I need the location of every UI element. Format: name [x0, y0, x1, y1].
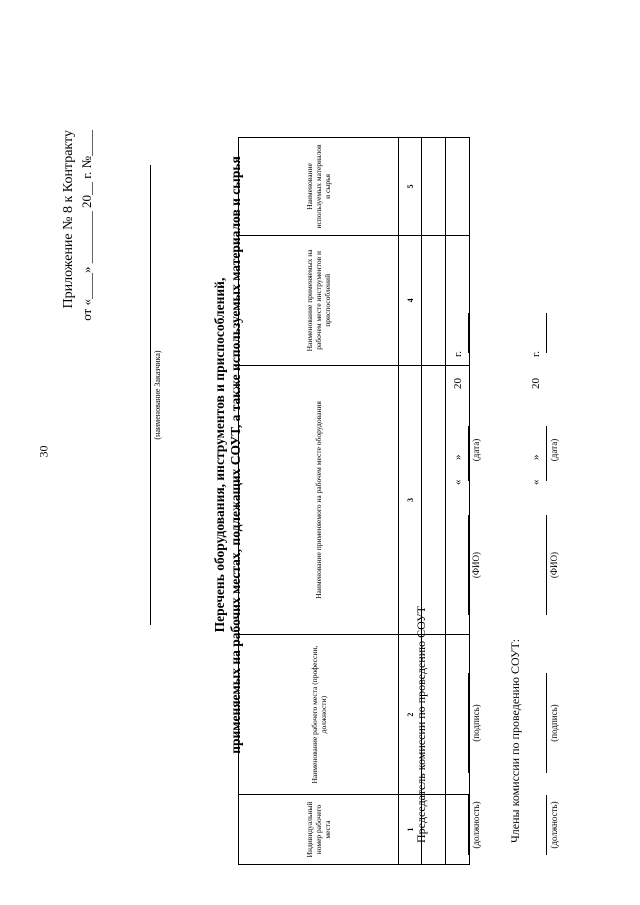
year-line: [468, 313, 469, 353]
caption-name: (ФИО): [549, 551, 559, 579]
date-line: [468, 426, 469, 481]
appendix-date-number: от «____» ________ 20__ г. №____: [79, 130, 94, 321]
caption-position: (должность): [549, 801, 559, 849]
date-open-quote: «: [452, 479, 464, 485]
year-prefix: 20: [452, 378, 464, 389]
column-number: 1: [399, 795, 422, 865]
equipment-table: [238, 137, 470, 865]
date-line: [546, 426, 547, 481]
year-suffix: г.: [452, 350, 464, 357]
column-number: 3: [399, 365, 422, 635]
column-number: 5: [399, 138, 422, 236]
table-cell: [446, 365, 470, 635]
table-cell: [422, 138, 446, 236]
caption-date: (дата): [549, 438, 559, 462]
title-line-1: Перечень оборудования, инструментов и приспособлений,: [212, 277, 227, 633]
chairman-label: Председатель комиссии по проведению СОУТ: [414, 606, 428, 843]
table-header-row: [239, 138, 399, 865]
signature-line: [468, 673, 469, 773]
year-line: [546, 313, 547, 353]
table-cell: [446, 635, 470, 795]
page-number: 30: [36, 445, 51, 458]
position-line: [468, 795, 469, 855]
header-cell: Индивидуальный номер рабочего места: [239, 795, 399, 865]
caption-signature: (подпись): [549, 704, 559, 742]
title-line-2: применяемых на рабочих местах, подлежащих СОУТ, а также используемых материалов и сырья: [228, 156, 243, 754]
column-number: 4: [399, 235, 422, 365]
header-cell: Наименование рабочего места (профессии, должности): [239, 635, 399, 795]
signature-line: [546, 673, 547, 773]
date-close-quote: »: [530, 454, 542, 460]
header-cell: Наименование применяемого на рабочем месте оборудования: [239, 365, 399, 635]
table-row: [446, 138, 470, 865]
table-cell: [422, 235, 446, 365]
appendix-header: [60, 130, 96, 321]
year-prefix: 20: [530, 378, 542, 389]
column-number: 2: [399, 635, 422, 795]
caption-date: (дата): [471, 438, 481, 462]
year-suffix: г.: [530, 350, 542, 357]
table-cell: [422, 365, 446, 635]
table-cell: [446, 795, 470, 865]
header-cell: Наименование применяемых на рабочем месте инструментов и приспособлений: [239, 235, 399, 365]
name-line: [468, 515, 469, 615]
caption-position: (должность): [471, 801, 481, 849]
header-cell: Наименование используемых материалов и сырья: [239, 138, 399, 236]
date-open-quote: «: [530, 479, 542, 485]
customer-caption: (наименование Заказчика): [153, 350, 162, 440]
date-close-quote: »: [452, 454, 464, 460]
caption-name: (ФИО): [471, 551, 481, 579]
position-line: [546, 795, 547, 855]
name-line: [546, 515, 547, 615]
appendix-title: Приложение № 8 к Контракту: [61, 130, 76, 309]
table-cell: [446, 138, 470, 236]
customer-name-line: [150, 165, 162, 625]
table-cell: [446, 235, 470, 365]
caption-signature: (подпись): [471, 704, 481, 742]
members-label: Члены комиссии по проведению СОУТ:: [508, 638, 522, 843]
